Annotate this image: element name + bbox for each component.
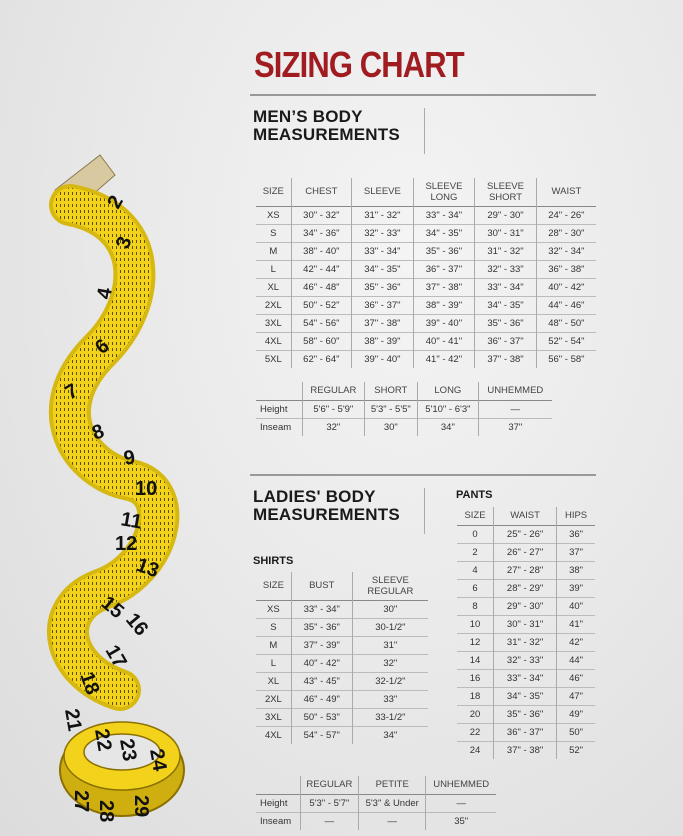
- mens-inseam-cell: Inseam: [256, 418, 303, 436]
- mens-cell: 33" - 34": [475, 278, 537, 296]
- pants-cell: 33" - 34": [494, 669, 557, 687]
- ladies-inseam-cell: —: [426, 794, 496, 812]
- pants-row: [457, 579, 595, 597]
- mens-cell: 62" - 64": [291, 350, 352, 368]
- shirts-cell: 32": [352, 654, 428, 672]
- shirts-cell: 31": [352, 636, 428, 654]
- pants-row: [457, 543, 595, 561]
- mens-row: [256, 350, 596, 368]
- shirts-cell: S: [256, 618, 291, 636]
- mens-inseam-cell: 5'10" - 6'3": [418, 400, 478, 418]
- tape-number: 11: [119, 508, 144, 534]
- pants-cell: 14: [457, 651, 494, 669]
- mens-cell: 40" - 42": [536, 278, 596, 296]
- pants-cell: 24: [457, 741, 494, 759]
- pants-cell: 34" - 35": [494, 687, 557, 705]
- pants-row: [457, 525, 595, 543]
- mens-row: [256, 224, 596, 242]
- pants-cell: 18: [457, 687, 494, 705]
- shirts-cell: 34": [352, 726, 428, 744]
- tape-number: 21: [60, 707, 86, 733]
- pants-cell: 52": [557, 741, 595, 759]
- mens-cell: 38" - 39": [413, 296, 475, 314]
- pants-cell: 16: [457, 669, 494, 687]
- pants-row: [457, 705, 595, 723]
- mens-heading: [253, 108, 400, 144]
- mens-header-cell: SLEEVE: [352, 178, 414, 206]
- mens-cell: 29" - 30": [475, 206, 537, 224]
- pants-cell: 39": [557, 579, 595, 597]
- mens-cell: L: [256, 260, 291, 278]
- pants-cell: 40": [557, 597, 595, 615]
- mens-cell: S: [256, 224, 291, 242]
- mens-cell: 46" - 48": [291, 278, 352, 296]
- mens-inseam-table: [256, 382, 552, 436]
- tape-number: 7: [61, 379, 83, 405]
- shirts-header-row: [256, 572, 428, 600]
- ladies-inseam-header-cell: REGULAR: [300, 776, 358, 794]
- shirts-cell: 33-1/2": [352, 708, 428, 726]
- mens-heading-divider: [424, 108, 425, 154]
- ladies-inseam-cell: Height: [256, 794, 300, 812]
- shirts-cell: 30": [352, 600, 428, 618]
- shirts-row: [256, 708, 428, 726]
- tape-number: 2: [103, 191, 128, 213]
- mens-header-cell: WAIST: [536, 178, 596, 206]
- mens-cell: 37" - 38": [475, 350, 537, 368]
- pants-cell: 41": [557, 615, 595, 633]
- mens-cell: 30" - 32": [291, 206, 352, 224]
- mens-cell: 58" - 60": [291, 332, 352, 350]
- pants-row: [457, 561, 595, 579]
- tape-number: 3: [112, 233, 137, 252]
- shirts-cell: 40" - 42": [291, 654, 352, 672]
- tape-number: 28: [95, 800, 117, 823]
- mens-cell: 39" - 40": [413, 314, 475, 332]
- pants-cell: 29" - 30": [494, 597, 557, 615]
- pants-row: [457, 687, 595, 705]
- mens-inseam-cell: 5'6" - 5'9": [303, 400, 364, 418]
- pants-cell: 36": [557, 525, 595, 543]
- pants-cell: 30" - 31": [494, 615, 557, 633]
- ladies-pants-table: [457, 507, 595, 759]
- tape-number: 8: [89, 420, 108, 445]
- ladies-inseam-row: [256, 812, 496, 830]
- mens-cell: 31" - 32": [475, 242, 537, 260]
- mens-header-cell: SIZE: [262, 186, 284, 198]
- ladies-inseam-cell: 5'3" & Under: [359, 794, 426, 812]
- tape-number: 12: [115, 533, 138, 555]
- shirts-cell: 37" - 39": [291, 636, 352, 654]
- ladies-inseam-cell: Inseam: [256, 812, 300, 830]
- mens-inseam-header-cell: [256, 382, 303, 400]
- shirts-cell: 32-1/2": [352, 672, 428, 690]
- ladies-inseam-cell: —: [359, 812, 426, 830]
- tape-number: 16: [121, 609, 153, 641]
- shirts-cell: 43" - 45": [291, 672, 352, 690]
- mens-heading-line2: MEASUREMENTS: [253, 125, 400, 144]
- mens-cell: M: [256, 242, 291, 260]
- mens-inseam-header-row: [256, 382, 552, 400]
- pants-cell: 31" - 32": [494, 633, 557, 651]
- pants-row: [457, 651, 595, 669]
- shirts-row: [256, 618, 428, 636]
- mens-inseam-cell: 37": [478, 418, 552, 436]
- pants-cell: 4: [457, 561, 494, 579]
- shirts-cell: 4XL: [256, 726, 291, 744]
- shirts-cell: 33" - 34": [291, 600, 352, 618]
- tape-number: 18: [75, 669, 104, 698]
- mens-cell: 37" - 38": [352, 314, 414, 332]
- pants-cell: 12: [457, 633, 494, 651]
- shirts-cell: 30-1/2": [352, 618, 428, 636]
- mens-row: [256, 206, 596, 224]
- pants-row: [457, 669, 595, 687]
- shirts-cell: 35" - 36": [291, 618, 352, 636]
- pants-cell: 36" - 37": [494, 723, 557, 741]
- ladies-inseam-cell: —: [300, 812, 358, 830]
- ladies-inseam-header-row: [256, 776, 496, 794]
- pants-cell: 32" - 33": [494, 651, 557, 669]
- mens-cell: 52" - 54": [536, 332, 596, 350]
- mens-cell: 54" - 56": [291, 314, 352, 332]
- mens-inseam-cell: —: [478, 400, 552, 418]
- tape-number: 27: [70, 790, 92, 813]
- shirts-header-cell: BUST: [291, 572, 352, 600]
- shirts-row: [256, 600, 428, 618]
- mens-cell: 36" - 37": [475, 332, 537, 350]
- pants-row: [457, 597, 595, 615]
- mens-cell: 34" - 35": [413, 224, 475, 242]
- page-title: SIZING CHART: [254, 44, 464, 85]
- mens-cell: 5XL: [256, 350, 291, 368]
- tape-number: 29: [130, 795, 152, 818]
- pants-cell: 44": [557, 651, 595, 669]
- pants-header-cell: WAIST: [494, 507, 557, 525]
- pants-cell: 0: [457, 525, 494, 543]
- mens-header-cell: SLEEVE LONG: [413, 178, 475, 206]
- shirts-row: [256, 636, 428, 654]
- ladies-inseam-cell: 5'3" - 5'7": [300, 794, 358, 812]
- mens-header-cell: CHEST: [291, 178, 352, 206]
- pants-cell: 49": [557, 705, 595, 723]
- shirts-cell: 33": [352, 690, 428, 708]
- mens-cell: 33" - 34": [413, 206, 475, 224]
- mens-cell: 36" - 38": [536, 260, 596, 278]
- mens-cell: 37" - 38": [413, 278, 475, 296]
- mens-cell: 4XL: [256, 332, 291, 350]
- mens-inseam-header-cell: UNHEMMED: [478, 382, 552, 400]
- shirts-cell: 46" - 49": [291, 690, 352, 708]
- mens-row: [256, 314, 596, 332]
- shirts-cell: XS: [256, 600, 291, 618]
- shirts-row: [256, 672, 428, 690]
- ladies-inseam-header-cell: [256, 776, 300, 794]
- pants-cell: 6: [457, 579, 494, 597]
- section-rule: [250, 474, 596, 476]
- ladies-inseam-header-cell: PETITE: [359, 776, 426, 794]
- shirts-cell: 3XL: [256, 708, 291, 726]
- pants-cell: 27" - 28": [494, 561, 557, 579]
- mens-inseam-cell: 5'3" - 5'5": [364, 400, 418, 418]
- mens-cell: 34" - 35": [475, 296, 537, 314]
- mens-cell: 35" - 36": [475, 314, 537, 332]
- mens-cell: 44" - 46": [536, 296, 596, 314]
- pants-row: [457, 633, 595, 651]
- mens-inseam-header-cell: SHORT: [364, 382, 418, 400]
- pants-cell: 8: [457, 597, 494, 615]
- mens-cell: 33" - 34": [352, 242, 414, 260]
- tape-number: 6: [91, 334, 114, 359]
- tape-number: 9: [122, 446, 137, 470]
- pants-cell: 2: [457, 543, 494, 561]
- tape-number: 13: [133, 554, 162, 583]
- mens-inseam-header-cell: REGULAR: [303, 382, 364, 400]
- pants-cell: 28" - 29": [494, 579, 557, 597]
- pants-row: [457, 723, 595, 741]
- pants-cell: 42": [557, 633, 595, 651]
- pants-cell: 20: [457, 705, 494, 723]
- mens-inseam-body: [256, 400, 552, 436]
- mens-cell: 31" - 32": [352, 206, 414, 224]
- mens-row: [256, 332, 596, 350]
- shirts-row: [256, 654, 428, 672]
- tape-number: 24: [145, 747, 171, 773]
- ladies-inseam-cell: 35": [426, 812, 496, 830]
- pants-row: [457, 741, 595, 759]
- mens-cell: 28" - 30": [536, 224, 596, 242]
- mens-heading-line1: MEN’S BODY: [253, 107, 363, 126]
- mens-cell: 36" - 37": [352, 296, 414, 314]
- mens-row: [256, 278, 596, 296]
- tape-measure-image: [40, 150, 210, 830]
- ladies-inseam-header-cell: UNHEMMED: [426, 776, 496, 794]
- pants-cell: 26" - 27": [494, 543, 557, 561]
- shirts-header-cell: SIZE: [262, 580, 284, 592]
- mens-cell: 35" - 36": [352, 278, 414, 296]
- pants-cell: 50": [557, 723, 595, 741]
- shirts-header-cell: SLEEVE REGULAR: [352, 572, 428, 600]
- ladies-heading-line1: LADIES' BODY: [253, 487, 376, 506]
- pants-row: [457, 615, 595, 633]
- mens-row: [256, 296, 596, 314]
- mens-cell: XS: [256, 206, 291, 224]
- mens-inseam-cell: 32": [303, 418, 364, 436]
- mens-header-row: [256, 178, 596, 206]
- mens-inseam-row: [256, 418, 552, 436]
- pants-cell: 47": [557, 687, 595, 705]
- mens-row: [256, 260, 596, 278]
- mens-body: [256, 206, 596, 368]
- mens-cell: 32" - 34": [536, 242, 596, 260]
- tape-number: 10: [135, 478, 158, 500]
- ladies-inseam-body: [256, 794, 496, 830]
- ladies-inseam-table: [256, 776, 496, 830]
- pants-header-row: [457, 507, 595, 525]
- mens-cell: 36" - 37": [413, 260, 475, 278]
- mens-cell: 56" - 58": [536, 350, 596, 368]
- mens-cell: 32" - 33": [352, 224, 414, 242]
- ladies-heading-divider: [424, 488, 425, 534]
- shirts-cell: 50" - 53": [291, 708, 352, 726]
- pants-cell: 46": [557, 669, 595, 687]
- mens-cell: 41" - 42": [413, 350, 475, 368]
- pants-header-cell: SIZE: [464, 510, 486, 522]
- shirts-label: SHIRTS: [253, 555, 294, 567]
- mens-cell: 39" - 40": [352, 350, 414, 368]
- mens-inseam-cell: 30": [364, 418, 418, 436]
- ladies-shirts-table: [256, 572, 428, 744]
- mens-cell: 42" - 44": [291, 260, 352, 278]
- mens-row: [256, 242, 596, 260]
- pants-cell: 35" - 36": [494, 705, 557, 723]
- mens-cell: 24" - 26": [536, 206, 596, 224]
- shirts-cell: L: [256, 654, 291, 672]
- mens-inseam-row: [256, 400, 552, 418]
- shirts-row: [256, 690, 428, 708]
- ladies-heading-line2: MEASUREMENTS: [253, 505, 400, 524]
- shirts-cell: M: [256, 636, 291, 654]
- tape-number: 15: [96, 591, 128, 624]
- mens-cell: 40" - 41": [413, 332, 475, 350]
- mens-inseam-header-cell: LONG: [418, 382, 478, 400]
- mens-cell: XL: [256, 278, 291, 296]
- pants-cell: 37": [557, 543, 595, 561]
- mens-cell: 38" - 40": [291, 242, 352, 260]
- pants-cell: 37" - 38": [494, 741, 557, 759]
- ladies-inseam-row: [256, 794, 496, 812]
- mens-inseam-cell: Height: [256, 400, 303, 418]
- shirts-row: [256, 726, 428, 744]
- tape-number: 4: [93, 286, 117, 301]
- mens-cell: 35" - 36": [413, 242, 475, 260]
- pants-cell: 10: [457, 615, 494, 633]
- shirts-cell: 54" - 57": [291, 726, 352, 744]
- pants-cell: 22: [457, 723, 494, 741]
- mens-cell: 30" - 31": [475, 224, 537, 242]
- tape-number: 17: [100, 641, 131, 672]
- shirts-body: [256, 600, 428, 744]
- tape-number: 22: [90, 727, 116, 753]
- pants-header-cell: HIPS: [557, 507, 595, 525]
- mens-cell: 50" - 52": [291, 296, 352, 314]
- mens-cell: 38" - 39": [352, 332, 414, 350]
- mens-inseam-cell: 34": [418, 418, 478, 436]
- mens-header-cell: SLEEVE SHORT: [475, 178, 537, 206]
- pants-body: [457, 525, 595, 759]
- shirts-cell: XL: [256, 672, 291, 690]
- pants-cell: 38": [557, 561, 595, 579]
- tape-number: 23: [115, 737, 141, 763]
- pants-cell: 25" - 26": [494, 525, 557, 543]
- mens-cell: 34" - 36": [291, 224, 352, 242]
- mens-cell: 2XL: [256, 296, 291, 314]
- shirts-cell: 2XL: [256, 690, 291, 708]
- mens-measurements-table: [256, 178, 596, 368]
- mens-cell: 34" - 35": [352, 260, 414, 278]
- ladies-heading: [253, 488, 400, 524]
- mens-cell: 32" - 33": [475, 260, 537, 278]
- pants-label: PANTS: [456, 489, 493, 501]
- mens-cell: 48" - 50": [536, 314, 596, 332]
- title-rule: [250, 94, 596, 96]
- mens-cell: 3XL: [256, 314, 291, 332]
